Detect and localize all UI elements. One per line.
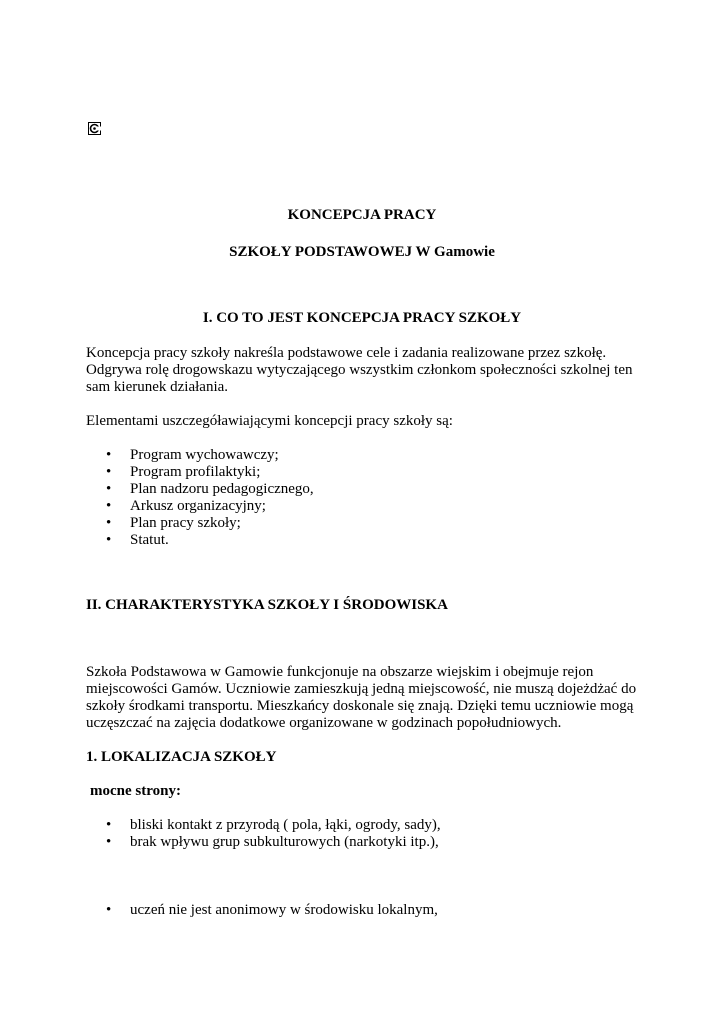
list-item: • brak wpływu grup subkulturowych (narkotyki itp.),: [106, 834, 439, 850]
list-item: • Statut.: [106, 532, 169, 548]
bullet-icon: •: [106, 481, 112, 497]
strengths-list-continued: [86, 902, 438, 919]
section3-heading: 1. LOKALIZACJA SZKOŁY: [86, 749, 277, 765]
section2-paragraph: [86, 664, 646, 732]
paragraph-line: szkoły środkami transportu. Mieszkańcy doskonale się znają. Dzięki temu uczniowie mogą: [86, 698, 634, 714]
document-subtitle: SZKOŁY PODSTAWOWEJ W Gamowie: [229, 244, 495, 260]
list-item: • Plan pracy szkoły;: [106, 515, 241, 531]
elements-list: [86, 447, 314, 549]
intro-line: Odgrywa rolę drogowskazu wytyczającego wszystkim członkom społeczności szkolnej ten: [86, 362, 633, 378]
bullet-icon: •: [106, 834, 112, 850]
school-logo-icon: [88, 122, 101, 135]
bullet-icon: •: [106, 532, 112, 548]
strengths-subheading: mocne strony:: [90, 783, 181, 799]
list-item: • Program profilaktyki;: [106, 464, 261, 480]
bullet-icon: •: [106, 447, 112, 463]
bullet-icon: •: [106, 464, 112, 480]
list-item: • Arkusz organizacyjny;: [106, 498, 266, 514]
paragraph-line: uczęszczać na zajęcia dodatkowe organizowane w godzinach popołudniowych.: [86, 715, 562, 731]
bullet-icon: •: [106, 498, 112, 514]
paragraph-line: miejscowości Gamów. Uczniowie zamieszkują jedną miejscowość, nie muszą dojeżdżać do: [86, 681, 637, 697]
section1-heading: I. CO TO JEST KONCEPCJA PRACY SZKOŁY: [202, 310, 522, 326]
list-item: • Program wychowawczy;: [106, 447, 279, 463]
strengths-list: [86, 817, 441, 851]
list-item: • bliski kontakt z przyrodą ( pola, łąki, ogrody, sady),: [106, 817, 441, 833]
bullet-icon: •: [106, 817, 112, 833]
paragraph-line: Szkoła Podstawowa w Gamowie funkcjonuje na obszarze wiejskim i obejmuje rejon: [86, 664, 594, 680]
bullet-icon: •: [106, 902, 112, 918]
section1-intro: [86, 345, 646, 396]
bullet-icon: •: [106, 515, 112, 531]
list-item: • Plan nadzoru pedagogicznego,: [106, 481, 314, 497]
intro-line: Koncepcja pracy szkoły nakreśla podstawowe cele i zadania realizowane przez szkołę.: [86, 345, 607, 361]
document-title: KONCEPCJA PRACY: [287, 207, 437, 223]
intro-line: sam kierunek działania.: [86, 379, 229, 395]
list-item: • uczeń nie jest anonimowy w środowisku lokalnym,: [106, 902, 438, 918]
section2-heading: II. CHARAKTERYSTYKA SZKOŁY I ŚRODOWISKA: [86, 597, 448, 613]
elements-intro: Elementami uszczegóławiającymi koncepcji pracy szkoły są:: [86, 413, 453, 429]
